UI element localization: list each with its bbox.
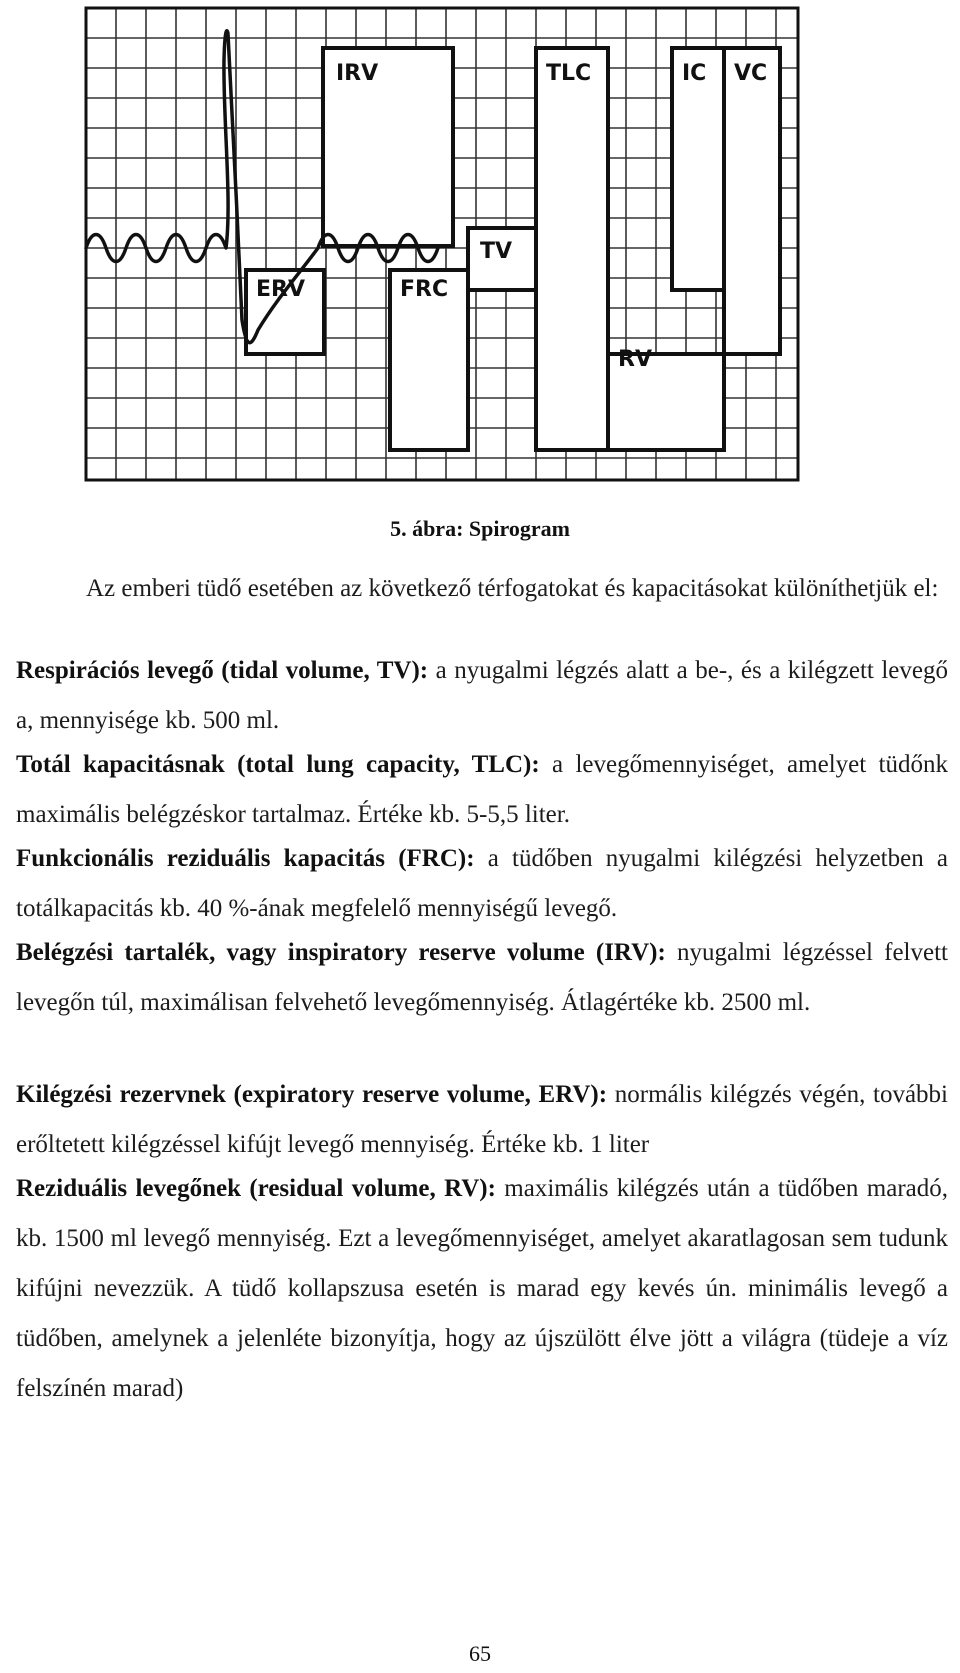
definition-rv <box>16 1164 948 1414</box>
definition-text: nyugalmi légzéssel felvett levegőn túl, maximálisan felvehető levegőmennyiség. Átlagértéke kb. 2500 ml. <box>16 939 948 1016</box>
definition-frc <box>16 834 948 934</box>
label-vc: VC <box>734 61 768 86</box>
label-frc: FRC <box>400 277 449 302</box>
label-erv: ERV <box>256 277 305 302</box>
definition-text: a tüdőben nyugalmi kilégzési helyzetben a totálkapacitás kb. 40 %-ának megfelelő mennyiségű levegő. <box>16 845 948 922</box>
definition-tlc <box>16 740 948 840</box>
tlc-box <box>536 48 608 450</box>
definition-term: Totál kapacitásnak (total lung capacity, TLC): <box>16 751 540 778</box>
spirogram-figure <box>78 0 810 492</box>
definition-irv <box>16 928 948 1028</box>
label-ic: IC <box>682 61 707 86</box>
definition-term: Funkcionális reziduális kapacitás (FRC): <box>16 845 475 872</box>
figure-caption: 5. ábra: Spirogram <box>390 516 570 541</box>
definition-text: a levegőmennyiséget, amelyet tüdőnk maximális belégzéskor tartalmaz. Értéke kb. 5-5,5 liter. <box>16 751 948 828</box>
definition-text: a nyugalmi légzés alatt a be-, és a kilégzett levegő a, mennyisége kb. 500 ml. <box>16 657 949 734</box>
definition-term: Respirációs levegő (tidal volume, TV): <box>16 657 429 684</box>
definition-text: normális kilégzés végén, további erőltetett kilégzéssel kifújt levegő mennyiség. Értéke kb. 1 liter <box>16 1081 949 1158</box>
definition-term: Reziduális levegőnek (residual volume, RV): <box>16 1175 496 1202</box>
definition-term: Kilégzési rezervnek (expiratory reserve volume, ERV): <box>16 1081 608 1108</box>
definition-erv <box>16 1070 948 1170</box>
vc-box <box>724 48 780 354</box>
definition-tv <box>16 646 948 746</box>
page-number: 65 <box>469 1641 491 1666</box>
label-tv: TV <box>480 239 513 264</box>
definition-text: maximális kilégzés után a tüdőben maradó, kb. 1500 ml levegő mennyiség. Ezt a levegőmennyiséget, amelyet akaratlagosan sem tudunk kifújni nevezzük. A tüdő kollapszusa esetén is marad egy kevés ún. minimális levegő a tüdőben, amelynek a jelenléte bizonyítja, hogy az újszülött élve jött a világra (tüdeje a víz felszínén marad) <box>16 1175 948 1402</box>
label-rv: RV <box>618 347 652 372</box>
intro-paragraph: Az emberi tüdő esetében az következő térfogatokat és kapacitásokat különíthetjük el: <box>86 575 939 602</box>
label-tlc: TLC <box>546 61 592 86</box>
definition-term: Belégzési tartalék, vagy inspiratory reserve volume (IRV): <box>16 939 666 966</box>
label-irv: IRV <box>336 61 379 86</box>
